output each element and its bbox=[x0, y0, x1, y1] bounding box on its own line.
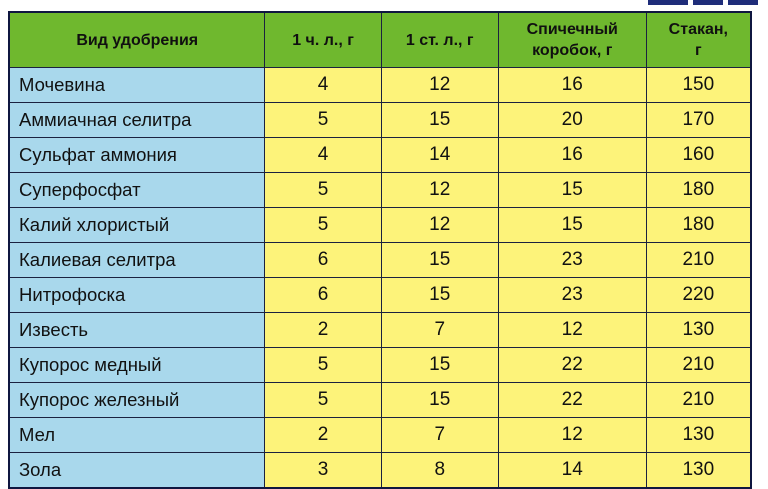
teaspoon-value: 5 bbox=[265, 208, 381, 243]
glass-value: 210 bbox=[646, 348, 751, 383]
matchbox-value: 23 bbox=[498, 278, 646, 313]
teaspoon-value: 2 bbox=[265, 313, 381, 348]
fertilizer-name: Мочевина bbox=[9, 68, 265, 103]
teaspoon-value: 6 bbox=[265, 243, 381, 278]
teaspoon-value: 5 bbox=[265, 103, 381, 138]
matchbox-value: 14 bbox=[498, 453, 646, 489]
fertilizer-name: Аммиачная селитра bbox=[9, 103, 265, 138]
matchbox-value: 12 bbox=[498, 313, 646, 348]
glass-value: 130 bbox=[646, 418, 751, 453]
glass-value: 180 bbox=[646, 173, 751, 208]
tablespoon-value: 12 bbox=[381, 173, 498, 208]
fertilizer-name: Калиевая селитра bbox=[9, 243, 265, 278]
table-row bbox=[9, 138, 751, 173]
tablespoon-value: 14 bbox=[381, 138, 498, 173]
matchbox-value: 16 bbox=[498, 68, 646, 103]
fertilizer-name: Известь bbox=[9, 313, 265, 348]
teaspoon-value: 5 bbox=[265, 348, 381, 383]
glass-value: 170 bbox=[646, 103, 751, 138]
matchbox-value: 20 bbox=[498, 103, 646, 138]
tablespoon-value: 12 bbox=[381, 208, 498, 243]
teaspoon-value: 4 bbox=[265, 138, 381, 173]
fertilizer-name: Зола bbox=[9, 453, 265, 489]
glass-value: 130 bbox=[646, 313, 751, 348]
table-row bbox=[9, 208, 751, 243]
fertilizer-measure-table bbox=[8, 11, 752, 489]
fertilizer-name: Мел bbox=[9, 418, 265, 453]
fertilizer-name: Калий хлористый bbox=[9, 208, 265, 243]
table-row bbox=[9, 313, 751, 348]
header-fertilizer-type: Вид удобрения bbox=[9, 12, 265, 68]
tablespoon-value: 15 bbox=[381, 383, 498, 418]
teaspoon-value: 4 bbox=[265, 68, 381, 103]
fertilizer-name: Сульфат аммония bbox=[9, 138, 265, 173]
tablespoon-value: 15 bbox=[381, 243, 498, 278]
teaspoon-value: 2 bbox=[265, 418, 381, 453]
matchbox-value: 15 bbox=[498, 173, 646, 208]
tablespoon-value: 7 bbox=[381, 313, 498, 348]
table-row bbox=[9, 383, 751, 418]
matchbox-value: 12 bbox=[498, 418, 646, 453]
glass-value: 220 bbox=[646, 278, 751, 313]
header-matchbox: Спичечный коробок, г bbox=[498, 12, 646, 68]
matchbox-value: 22 bbox=[498, 383, 646, 418]
fertilizer-name: Суперфосфат bbox=[9, 173, 265, 208]
tablespoon-value: 8 bbox=[381, 453, 498, 489]
glass-value: 180 bbox=[646, 208, 751, 243]
page-corner-decoration bbox=[608, 0, 758, 8]
glass-value: 130 bbox=[646, 453, 751, 489]
glass-value: 160 bbox=[646, 138, 751, 173]
table-row bbox=[9, 103, 751, 138]
tablespoon-value: 15 bbox=[381, 348, 498, 383]
header-glass: Стакан, г bbox=[646, 12, 751, 68]
glass-value: 150 bbox=[646, 68, 751, 103]
matchbox-value: 16 bbox=[498, 138, 646, 173]
matchbox-value: 15 bbox=[498, 208, 646, 243]
table-row bbox=[9, 173, 751, 208]
teaspoon-value: 6 bbox=[265, 278, 381, 313]
matchbox-value: 23 bbox=[498, 243, 646, 278]
glass-value: 210 bbox=[646, 243, 751, 278]
table-row bbox=[9, 418, 751, 453]
teaspoon-value: 5 bbox=[265, 383, 381, 418]
table-header-row bbox=[9, 12, 751, 68]
table-row bbox=[9, 68, 751, 103]
fertilizer-name: Купорос железный bbox=[9, 383, 265, 418]
tablespoon-value: 7 bbox=[381, 418, 498, 453]
table-row bbox=[9, 243, 751, 278]
tablespoon-value: 15 bbox=[381, 278, 498, 313]
teaspoon-value: 5 bbox=[265, 173, 381, 208]
header-tablespoon: 1 ст. л., г bbox=[381, 12, 498, 68]
matchbox-value: 22 bbox=[498, 348, 646, 383]
glass-value: 210 bbox=[646, 383, 751, 418]
header-teaspoon: 1 ч. л., г bbox=[265, 12, 381, 68]
fertilizer-name: Нитрофоска bbox=[9, 278, 265, 313]
table-row bbox=[9, 348, 751, 383]
tablespoon-value: 12 bbox=[381, 68, 498, 103]
fertilizer-name: Купорос медный bbox=[9, 348, 265, 383]
tablespoon-value: 15 bbox=[381, 103, 498, 138]
teaspoon-value: 3 bbox=[265, 453, 381, 489]
table-row bbox=[9, 278, 751, 313]
table-row bbox=[9, 453, 751, 489]
